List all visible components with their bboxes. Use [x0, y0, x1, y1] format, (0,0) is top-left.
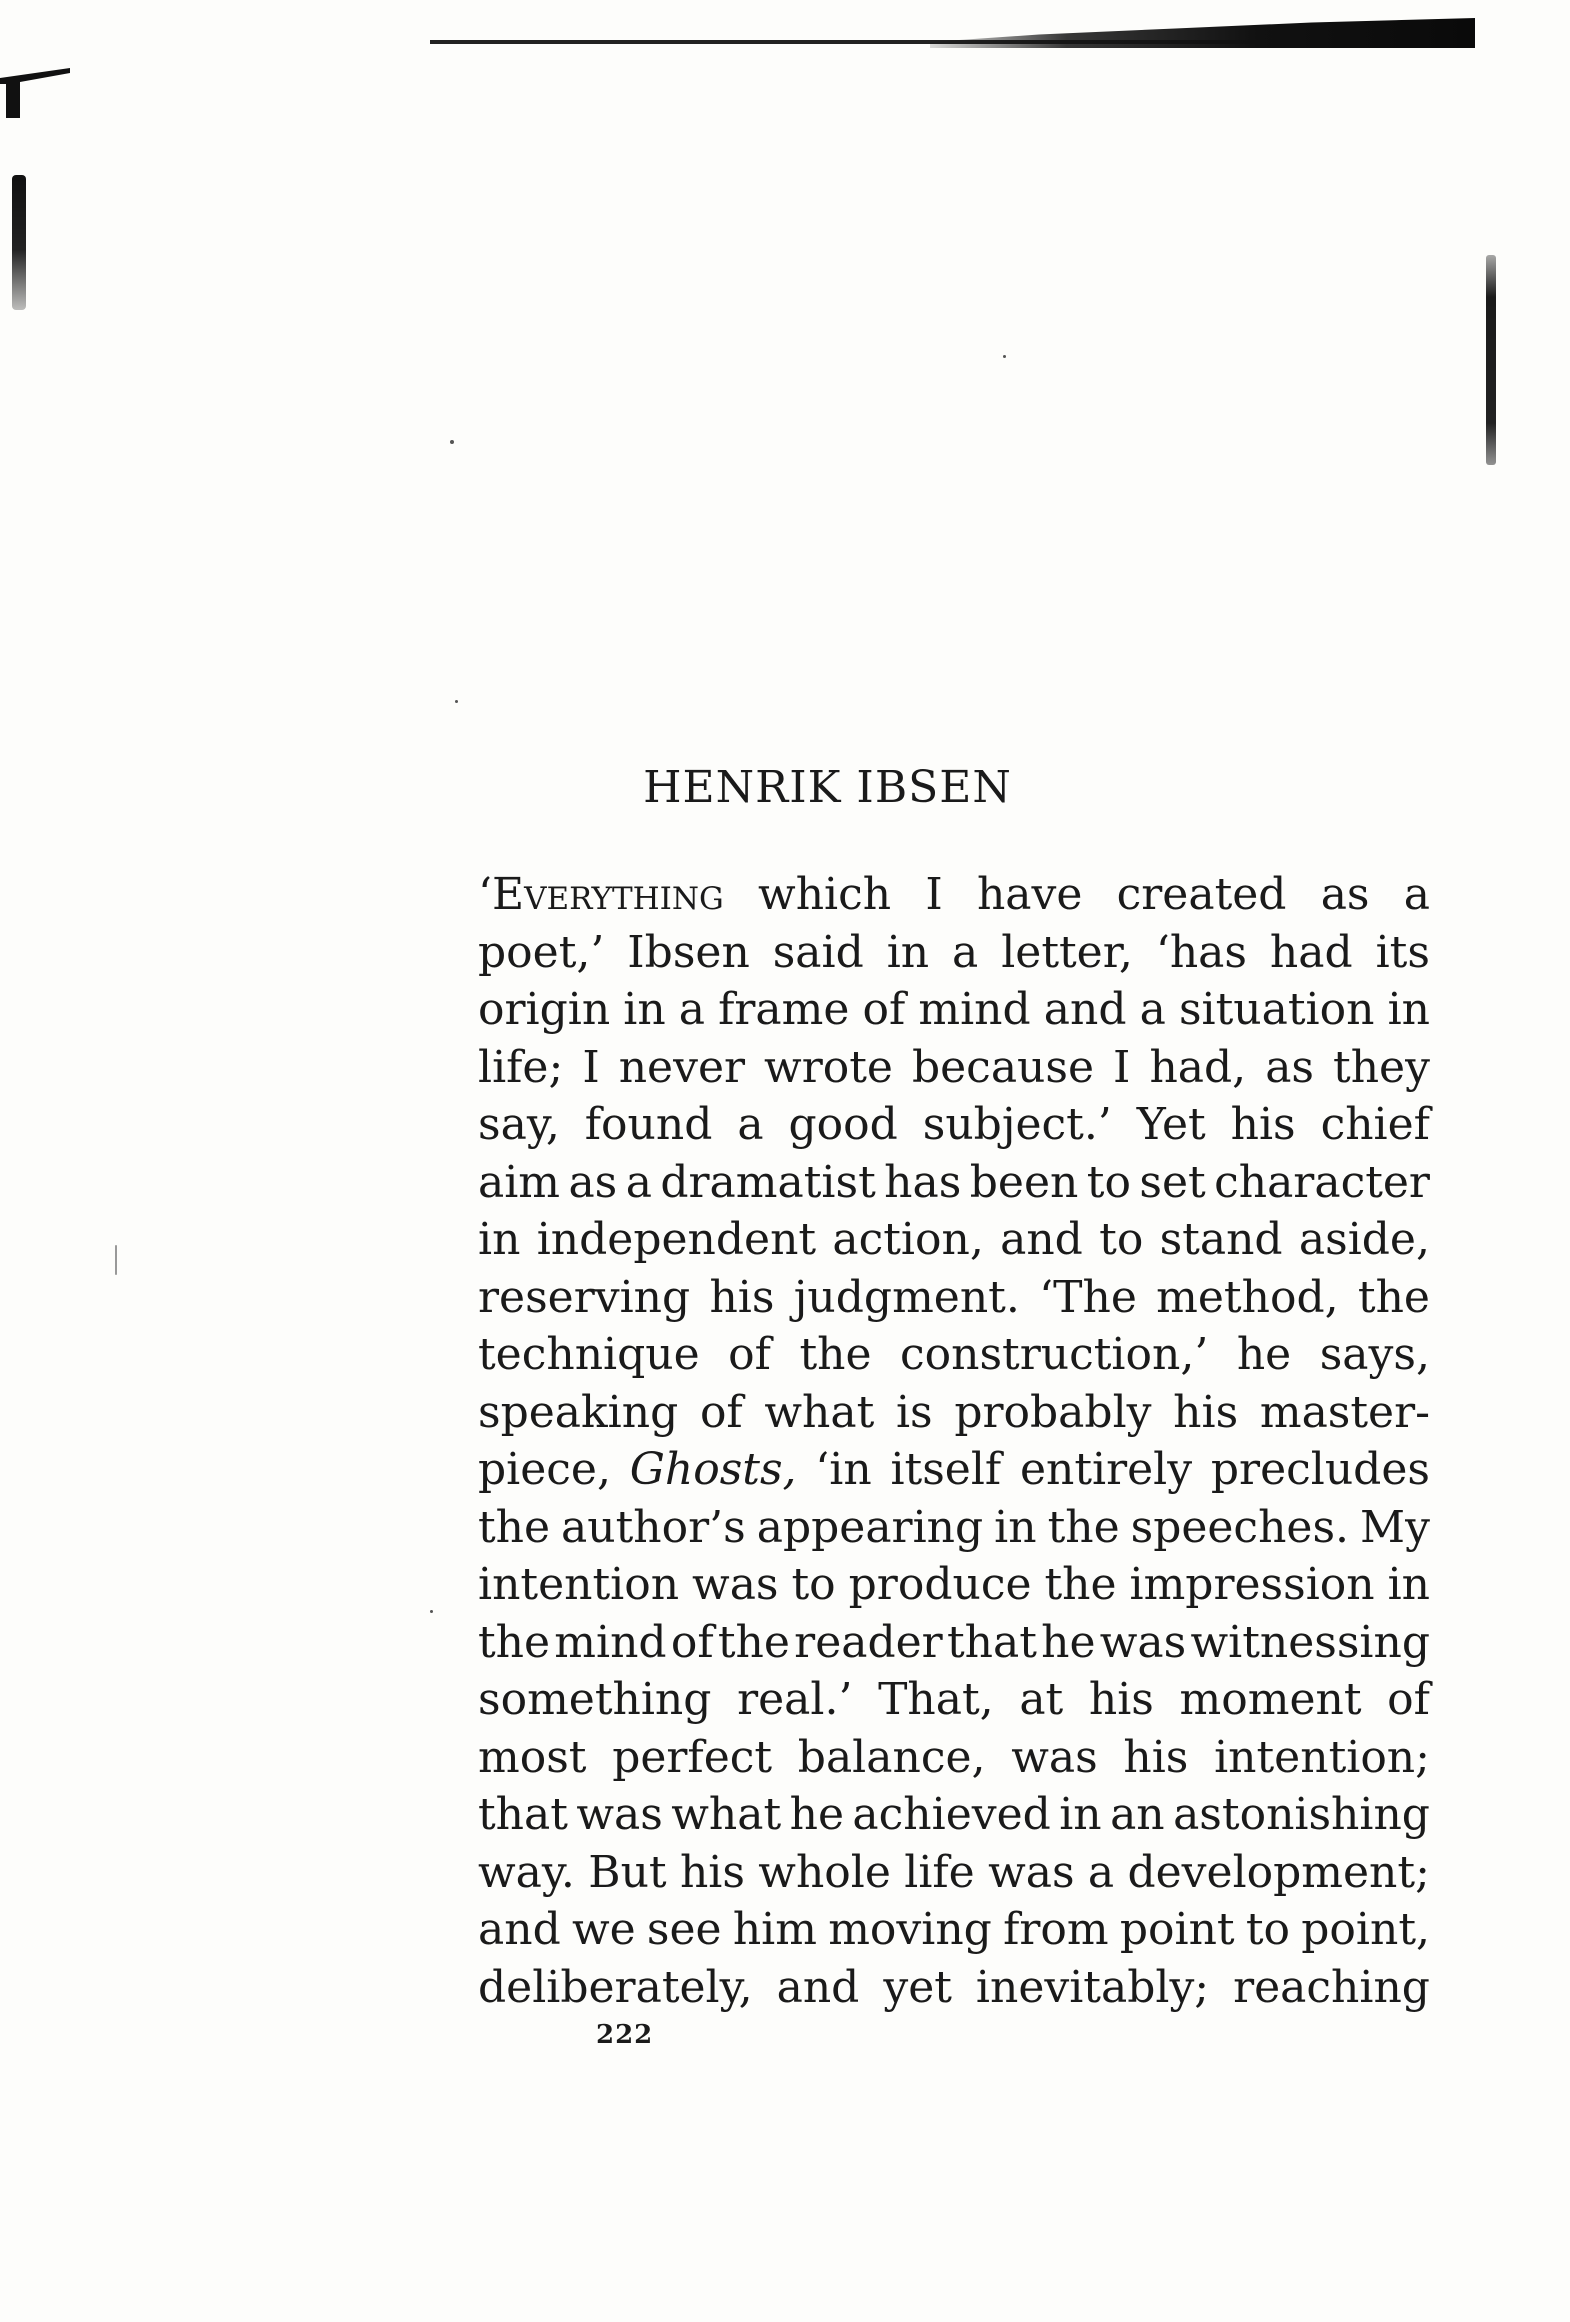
- word: see: [646, 1904, 722, 1955]
- body-text: [478, 866, 1430, 2016]
- page-number: 222: [596, 2020, 654, 2050]
- word: his: [709, 1271, 775, 1323]
- word: a: [625, 1156, 652, 1208]
- word: real.’: [737, 1674, 853, 1725]
- word: probably: [954, 1386, 1152, 1438]
- word: Ibsen: [627, 926, 750, 978]
- word: poet,’: [478, 926, 605, 978]
- word: ‘Everything: [478, 869, 724, 920]
- word: technique: [478, 1329, 700, 1380]
- word: aim: [478, 1156, 561, 1208]
- word: reserving: [478, 1271, 691, 1323]
- word: moment: [1179, 1674, 1362, 1725]
- word: in: [886, 926, 930, 978]
- word: My: [1360, 1501, 1430, 1553]
- word: the: [478, 1616, 551, 1668]
- word: construction,’: [900, 1329, 1209, 1380]
- word: I: [582, 1041, 600, 1093]
- word: something: [478, 1674, 712, 1725]
- left-edge-streak: [12, 175, 26, 310]
- word: what: [764, 1386, 875, 1438]
- word: had: [1269, 926, 1353, 978]
- word: they: [1333, 1041, 1430, 1093]
- text-line: [478, 1499, 1430, 1557]
- text-line: [478, 1729, 1430, 1787]
- text-line: [478, 1614, 1430, 1672]
- word: of: [699, 1386, 743, 1438]
- word: the: [1044, 1559, 1117, 1610]
- text-line: [478, 866, 1430, 924]
- word: of: [670, 1616, 714, 1668]
- word: was: [1011, 1731, 1098, 1783]
- word: had,: [1149, 1041, 1247, 1093]
- word: his: [1088, 1674, 1154, 1725]
- word: a: [952, 926, 979, 978]
- text-line: [478, 1269, 1430, 1327]
- text-line: [478, 1556, 1430, 1614]
- scan-speck: [430, 1610, 433, 1613]
- word: deliberately,: [478, 1961, 753, 2013]
- word: from: [1003, 1904, 1109, 1955]
- text-line: [478, 981, 1430, 1039]
- word: achieved: [852, 1789, 1051, 1840]
- word: witnessing: [1190, 1616, 1430, 1668]
- word: moving: [828, 1904, 992, 1955]
- word: wrote: [764, 1041, 893, 1093]
- text-line: [478, 1441, 1430, 1499]
- text-line: [478, 1154, 1430, 1212]
- word: produce: [848, 1559, 1032, 1610]
- word: the: [478, 1501, 551, 1553]
- word: the: [1357, 1271, 1430, 1323]
- word: says,: [1319, 1329, 1430, 1380]
- word: entirely: [1019, 1444, 1193, 1495]
- word: perfect: [612, 1731, 773, 1783]
- word: to: [1099, 1214, 1144, 1265]
- word: a: [1087, 1846, 1115, 1898]
- word: the: [717, 1616, 790, 1668]
- word: in: [1387, 984, 1430, 1035]
- scan-speck: [1003, 355, 1006, 358]
- word: balance,: [797, 1731, 986, 1783]
- word: independent: [536, 1214, 817, 1265]
- word: character: [1214, 1156, 1430, 1208]
- word: life;: [478, 1041, 564, 1093]
- word: him: [732, 1904, 817, 1955]
- word: in: [994, 1501, 1037, 1553]
- word: reaching: [1233, 1961, 1430, 2013]
- word: origin: [478, 984, 611, 1035]
- word: I: [1113, 1041, 1131, 1093]
- word: whole: [758, 1846, 891, 1898]
- word: to: [1086, 1156, 1131, 1208]
- text-line: [478, 1384, 1430, 1442]
- text-line: [478, 1211, 1430, 1269]
- chapter-heading: HENRIK IBSEN: [643, 762, 1012, 813]
- word: is: [895, 1386, 933, 1438]
- word: That,: [878, 1674, 994, 1725]
- word: his: [1123, 1731, 1189, 1783]
- word: of: [728, 1329, 771, 1380]
- word: ‘The: [1039, 1271, 1137, 1323]
- word: say,: [478, 1099, 560, 1150]
- word: speeches.: [1130, 1501, 1350, 1553]
- word: which: [758, 869, 892, 920]
- word: has: [884, 1156, 962, 1208]
- word: he: [789, 1789, 844, 1840]
- word: in: [623, 984, 666, 1035]
- word: mind: [918, 984, 1031, 1035]
- word: inevitably;: [975, 1961, 1210, 2013]
- text-line: [478, 1959, 1430, 2017]
- word: said: [772, 926, 864, 978]
- word: mind: [554, 1616, 667, 1668]
- word: I: [925, 869, 943, 920]
- word: was: [1099, 1616, 1187, 1668]
- word: letter,: [1001, 926, 1133, 978]
- scan-speck: [455, 700, 458, 703]
- word: what: [671, 1789, 782, 1840]
- word: way.: [478, 1846, 575, 1898]
- word: was: [692, 1559, 779, 1610]
- word: found: [584, 1099, 713, 1150]
- right-edge-streak: [1486, 255, 1496, 465]
- word: speaking: [478, 1386, 679, 1438]
- word: his: [1173, 1386, 1239, 1438]
- word: development;: [1127, 1846, 1430, 1898]
- word: ‘in: [815, 1444, 872, 1495]
- word: piece,: [478, 1444, 611, 1495]
- word: we: [571, 1904, 636, 1955]
- word: in: [1387, 1559, 1430, 1610]
- word: intention: [478, 1559, 680, 1610]
- word: master-: [1259, 1386, 1430, 1438]
- top-edge-shadow: [930, 18, 1475, 48]
- word: was: [576, 1789, 663, 1840]
- word: he: [1236, 1329, 1292, 1380]
- word: impression: [1129, 1559, 1375, 1610]
- text-line: [478, 1901, 1430, 1959]
- word: the: [1047, 1501, 1120, 1553]
- text-line: [478, 1671, 1430, 1729]
- word: frame: [718, 984, 850, 1035]
- text-line: [478, 1039, 1430, 1097]
- word: Yet: [1136, 1099, 1206, 1150]
- word: his: [679, 1846, 745, 1898]
- word: intention;: [1214, 1731, 1430, 1783]
- word: precludes: [1210, 1444, 1430, 1495]
- word: his: [1230, 1099, 1296, 1150]
- corner-mark: [0, 68, 70, 118]
- word: situation: [1178, 984, 1375, 1035]
- text-line: [478, 1096, 1430, 1154]
- word: a: [1139, 984, 1166, 1035]
- word: of: [862, 984, 906, 1035]
- word: an: [1110, 1789, 1165, 1840]
- word: to: [791, 1559, 836, 1610]
- text-line: [478, 1844, 1430, 1902]
- word: aside,: [1298, 1214, 1430, 1265]
- word: in: [1059, 1789, 1102, 1840]
- word: as: [1265, 1041, 1314, 1093]
- word: a: [737, 1099, 764, 1150]
- word: and: [478, 1904, 561, 1955]
- word: a: [678, 984, 706, 1035]
- word: appearing: [756, 1501, 984, 1553]
- scan-speck: [115, 1245, 117, 1275]
- word: the: [799, 1329, 872, 1380]
- word: But: [588, 1846, 667, 1898]
- word: that: [478, 1789, 568, 1840]
- word: itself: [890, 1444, 1002, 1495]
- word: because: [911, 1041, 1095, 1093]
- word: as: [1320, 869, 1370, 920]
- word: in: [478, 1214, 521, 1265]
- text-line: [478, 1786, 1430, 1844]
- word: chief: [1320, 1099, 1430, 1150]
- word: set: [1139, 1156, 1206, 1208]
- word: of: [1387, 1674, 1430, 1725]
- word: have: [976, 869, 1083, 920]
- word: and: [1000, 1214, 1083, 1265]
- word: action,: [832, 1214, 984, 1265]
- word: that: [946, 1616, 1037, 1668]
- word: a: [1403, 869, 1430, 920]
- word: to: [1245, 1904, 1291, 1955]
- word: and: [776, 1961, 860, 2013]
- word: its: [1375, 926, 1430, 978]
- word: at: [1019, 1674, 1064, 1725]
- word: created: [1116, 869, 1287, 920]
- word: most: [478, 1731, 587, 1783]
- word: judgment.: [793, 1271, 1020, 1323]
- word: and: [1043, 984, 1127, 1035]
- word: been: [969, 1156, 1079, 1208]
- word: point,: [1301, 1904, 1430, 1955]
- text-line: [478, 924, 1430, 982]
- word: he: [1041, 1616, 1096, 1668]
- word: subject.’: [922, 1099, 1112, 1150]
- word: Ghosts,: [629, 1444, 797, 1495]
- word: author’s: [561, 1501, 746, 1553]
- word: reader: [794, 1616, 943, 1668]
- word: astonishing: [1173, 1789, 1430, 1840]
- word: was: [988, 1846, 1075, 1898]
- word: yet: [883, 1961, 952, 2013]
- word: as: [568, 1156, 618, 1208]
- word: never: [618, 1041, 746, 1093]
- word: dramatist: [660, 1156, 876, 1208]
- word: life: [904, 1846, 975, 1898]
- word: point: [1119, 1904, 1235, 1955]
- text-line: [478, 1326, 1430, 1384]
- word: ‘has: [1155, 926, 1247, 978]
- word: method,: [1156, 1271, 1339, 1323]
- word: good: [788, 1099, 898, 1150]
- scan-speck: [450, 440, 454, 444]
- word: stand: [1159, 1214, 1283, 1265]
